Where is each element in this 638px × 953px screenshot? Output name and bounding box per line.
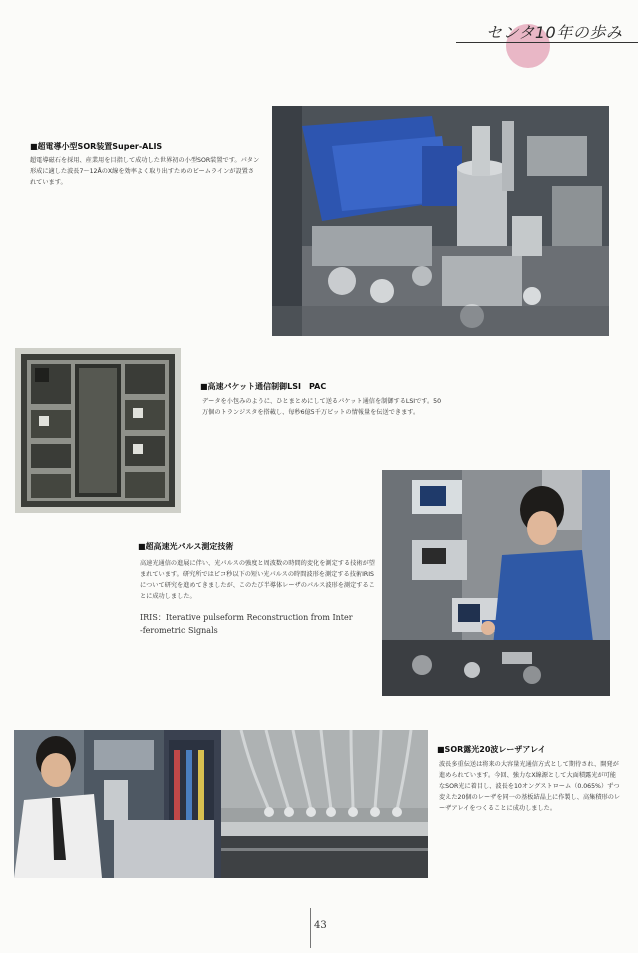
- sor-section-body: 超電導磁石を採用、産業用を目指して成功した世界初の小型SOR装置です。パタン形成に適した波長7〜12ÅのX線を効率よく取り出すためのビームラインが設置されています。: [30, 157, 260, 186]
- sor-apparatus-photo: [272, 106, 609, 336]
- lsi-section-body: データを小包みのように、ひとまとめにして送るパケット通信を制御するLSIです。50万個のトランジスタを搭載し、毎秒6億5千万ビットの情報量を伝送できます。: [202, 398, 442, 416]
- page-number: 43: [314, 920, 327, 931]
- pulse-section-title: ■超高速光パルス測定技術: [138, 542, 234, 551]
- researcher-lab-photo: [382, 470, 610, 696]
- sor-section-title: ■超電導小型SOR装置Super-ALIS: [30, 142, 163, 151]
- chapter-title: センタ10年の歩み: [486, 23, 623, 42]
- page-number-rule: [310, 908, 311, 948]
- iris-expansion-line1: IRIS：Iterative pulseform Reconstruction from Inter: [140, 613, 353, 622]
- laser-array-micrograph: [221, 730, 428, 878]
- iris-expansion-line2: -ferometric Signals: [140, 626, 218, 635]
- researcher-microscope-photo: [14, 730, 221, 878]
- laser-section-body: 波長多重伝送は将来の大容量光通信方式として期待され、開発が進められています。今回、強力なX線源として大面積露光が可能なSOR光に着目し、波長を10オングストローム（0.065%）ずつ変えた20個のレーザを同一の基板結晶上に作製し、高集積形のレーザアレイをつくることに成功しました。: [439, 761, 621, 812]
- header-rule: [456, 42, 638, 43]
- lsi-chip-photo: [15, 348, 181, 513]
- laser-section-title: ■SOR露光20波レーザアレイ: [437, 745, 546, 754]
- lsi-section-title: ■高速パケット通信制御LSI PAC: [200, 382, 327, 391]
- pulse-section-body: 高速光通信の進展に伴い、光パルスの強度と周波数の時間的変化を測定する技術が望まれています。研究所ではピコ秒以下の短い光パルスの時間波形を測定する技術IRISについて研究を進めてきましたが、このたび半導体レーザのパルス波形を測定することに成功しました。: [140, 560, 375, 600]
